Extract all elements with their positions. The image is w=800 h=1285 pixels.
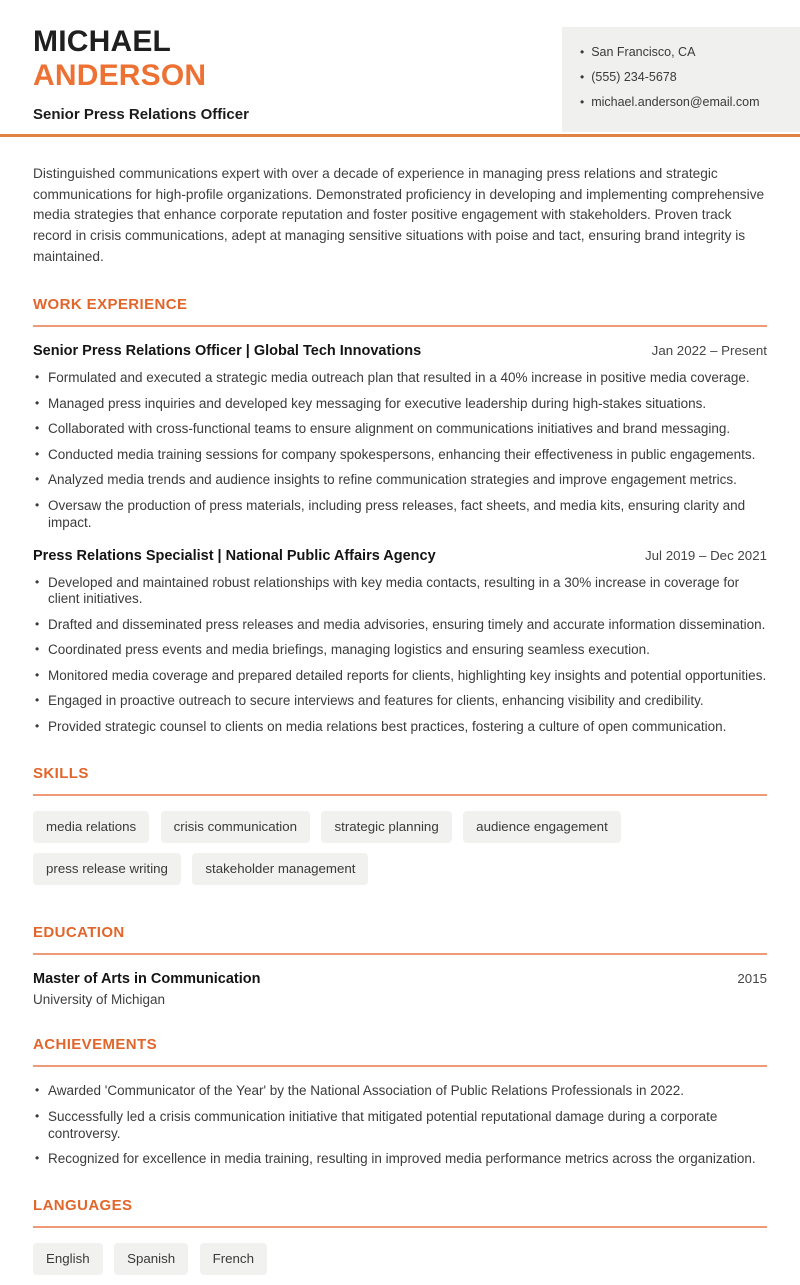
contact-phone — [580, 70, 784, 85]
achievement-bullet: • Successfully led a crisis communication initiative that mitigated potential reputational damage during a corporate controversy. — [33, 1109, 767, 1143]
job-bullet-list — [33, 370, 767, 531]
language-tag: French — [200, 1243, 267, 1275]
job-bullet: • Developed and maintained robust relationships with key media contacts, resulting in a 30% increase in coverage for client initiatives. — [33, 575, 767, 609]
job-header — [33, 548, 767, 564]
job-bullet: • Coordinated press events and media briefings, managing logistics and ensuring seamless execution. — [33, 642, 767, 659]
bullet-icon: • — [580, 45, 585, 59]
achievement-bullet: • Awarded 'Communicator of the Year' by the National Association of Public Relations Professionals in 2022. — [33, 1083, 767, 1100]
skill-tag: media relations — [33, 811, 149, 843]
job-title-company: Senior Press Relations Officer | Global Tech Innovations — [33, 343, 422, 360]
job-bullet: • Provided strategic counsel to clients on media relations best practices, fostering a culture of open communication. — [33, 719, 767, 736]
skill-tag: crisis communication — [161, 811, 310, 843]
contact-email — [580, 95, 784, 110]
resume-header — [0, 0, 800, 137]
resume-content — [0, 164, 800, 1285]
job-dates: Jan 2022 – Present — [651, 343, 767, 359]
contact-card — [562, 27, 800, 132]
skills-heading: SKILLS — [33, 765, 767, 796]
first-name: MICHAEL — [33, 25, 172, 58]
job-header — [33, 343, 767, 359]
languages-heading: LANGUAGES — [33, 1197, 767, 1228]
education-entry — [33, 971, 767, 987]
achievements-list — [33, 1083, 767, 1168]
job-bullet: • Managed press inquiries and developed key messaging for executive leadership during high-stakes situations. — [33, 396, 767, 413]
skill-tag: strategic planning — [321, 811, 451, 843]
professional-summary: Distinguished communications expert with over a decade of experience in managing press relations and strategic communications for high-profile organizations. Demonstrated proficiency in developing and implementing comprehensive media strategies that enhance corporate reputation and foster positive engagement with stakeholders. Proven track record in crisis communications, adept at managing sensitive situations with poise and tact, ensuring brand integrity is maintained. — [33, 166, 765, 264]
contact-location-text: San Francisco, CA — [591, 45, 696, 59]
section-work-experience — [33, 296, 767, 735]
skill-tag: stakeholder management — [192, 853, 368, 885]
achievement-bullet: • Recognized for excellence in media training, resulting in improved media performance metrics across the organization. — [33, 1151, 767, 1168]
skill-tag: audience engagement — [463, 811, 621, 843]
job-bullet: • Oversaw the production of press materials, including press releases, fact sheets, and media kits, ensuring clarity and impact. — [33, 498, 767, 532]
job-bullet: • Engaged in proactive outreach to secure interviews and features for clients, enhancing visibility and credibility. — [33, 693, 767, 710]
skills-tag-list — [33, 811, 767, 896]
section-skills — [33, 765, 767, 896]
skill-tag: press release writing — [33, 853, 181, 885]
candidate-job-title: Senior Press Relations Officer — [33, 105, 249, 123]
achievements-heading: ACHIEVEMENTS — [33, 1036, 767, 1067]
language-tag: Spanish — [114, 1243, 188, 1275]
degree-name: Master of Arts in Communication — [33, 971, 261, 988]
header-divider — [0, 134, 800, 137]
language-tag: English — [33, 1243, 103, 1275]
contact-list — [580, 45, 784, 110]
job-bullet: • Analyzed media trends and audience insights to refine communication strategies and improve engagement metrics. — [33, 472, 767, 489]
job-bullet: • Drafted and disseminated press releases and media advisories, ensuring timely and accurate information dissemination. — [33, 617, 767, 634]
section-education — [33, 924, 767, 1007]
job-bullet: • Collaborated with cross-functional teams to ensure alignment on communications initiatives and brand messaging. — [33, 421, 767, 438]
job-bullet: • Conducted media training sessions for company spokespersons, enhancing their effectiveness in public engagements. — [33, 447, 767, 464]
section-achievements — [33, 1036, 767, 1168]
job-dates: Jul 2019 – Dec 2021 — [645, 547, 767, 563]
last-name: ANDERSON — [33, 58, 207, 92]
education-heading: EDUCATION — [33, 924, 767, 955]
bullet-icon: • — [580, 70, 585, 84]
job-entry — [33, 548, 767, 736]
job-title-company: Press Relations Specialist | National Public Affairs Agency — [33, 547, 436, 564]
contact-phone-text: (555) 234-5678 — [591, 70, 677, 84]
section-languages — [33, 1197, 767, 1285]
job-bullet-list — [33, 575, 767, 736]
job-bullet: • Monitored media coverage and prepared detailed reports for clients, highlighting key insights and potential opportunities. — [33, 668, 767, 685]
bullet-icon: • — [580, 95, 585, 109]
graduation-year: 2015 — [737, 971, 767, 987]
school-name: University of Michigan — [33, 992, 166, 1008]
contact-email-text: michael.anderson@email.com — [591, 95, 760, 109]
contact-location — [580, 45, 784, 60]
languages-tag-list — [33, 1243, 767, 1285]
job-entry — [33, 343, 767, 531]
work-experience-heading: WORK EXPERIENCE — [33, 296, 767, 327]
job-bullet: • Formulated and executed a strategic media outreach plan that resulted in a 40% increase in positive media coverage. — [33, 370, 767, 387]
